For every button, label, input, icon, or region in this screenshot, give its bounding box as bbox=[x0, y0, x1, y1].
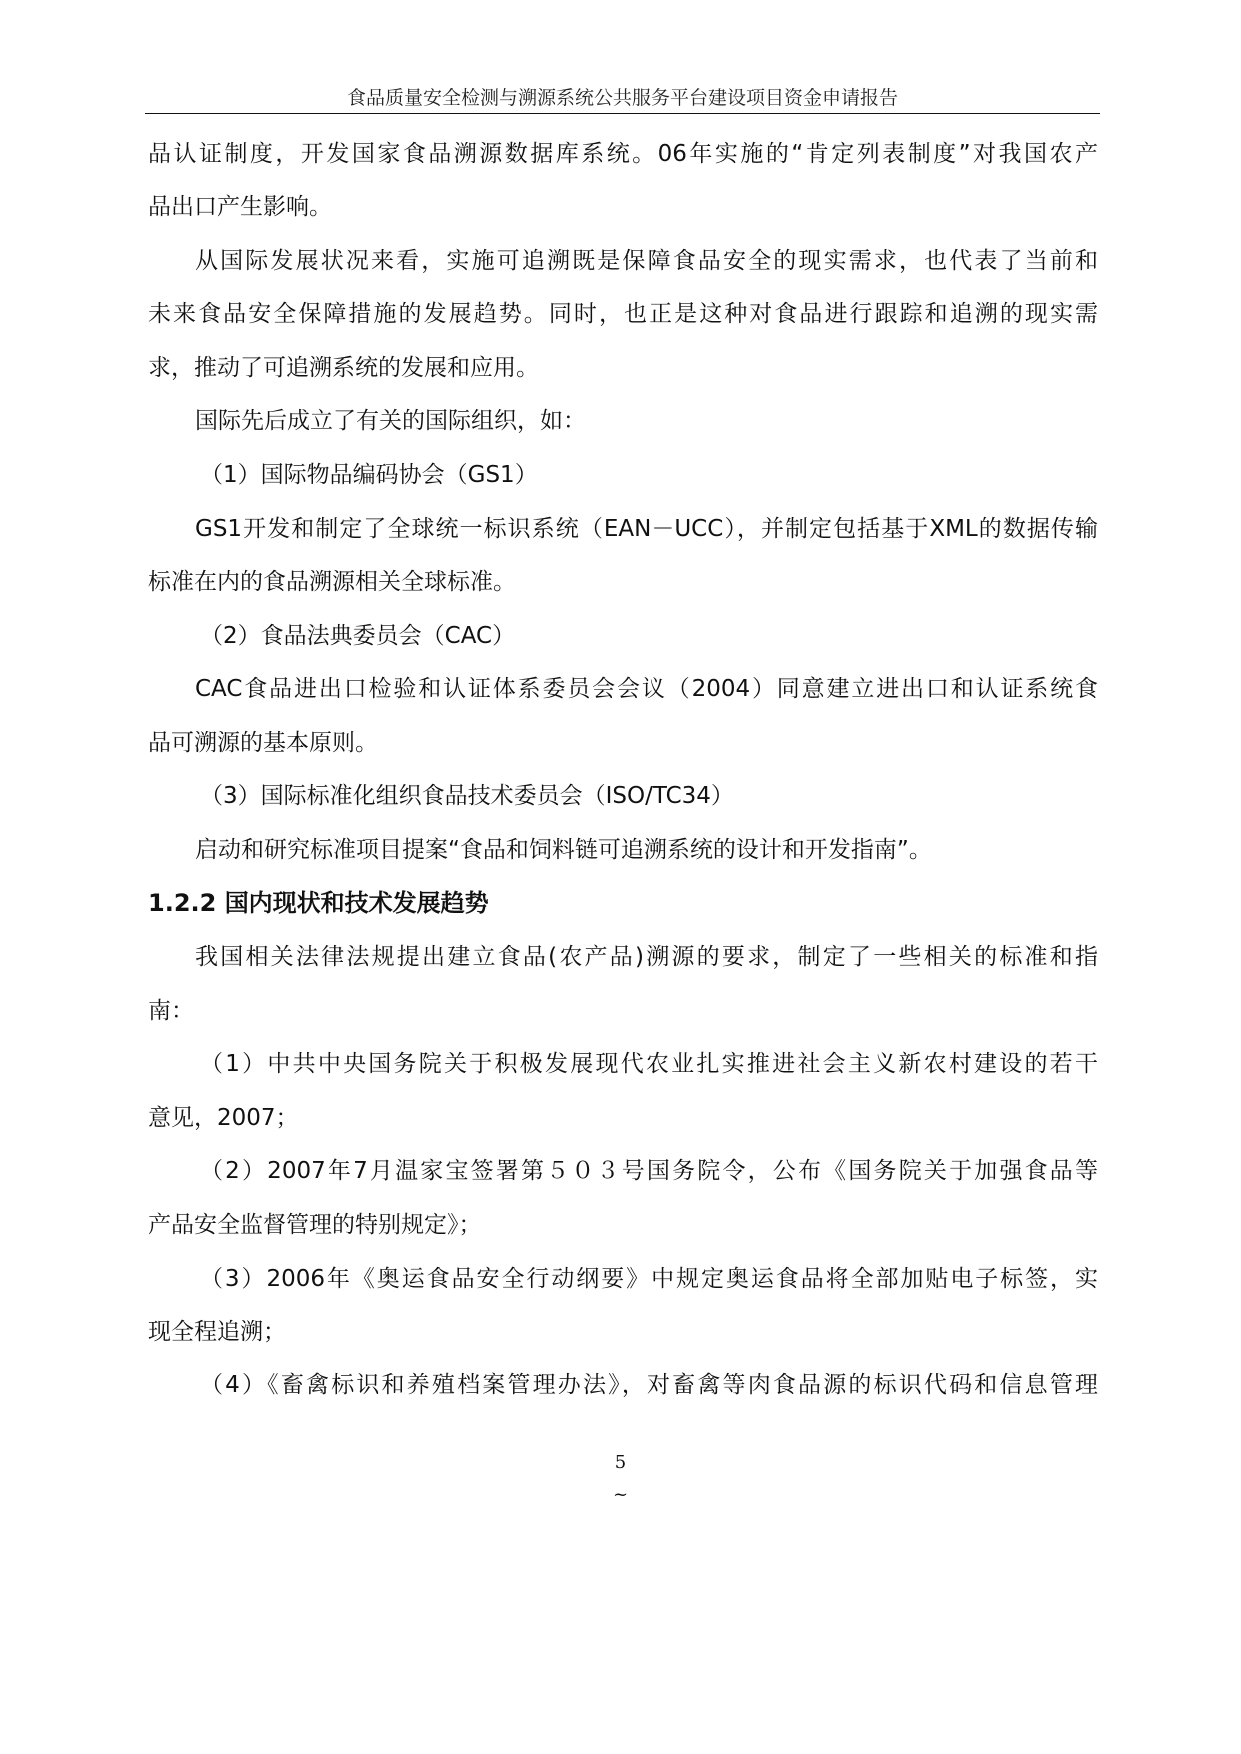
paragraph-line: CAC食品进出口检验和认证体系委员会会议（2004）同意建立进出口和认证系统食 bbox=[195, 676, 1098, 702]
header-rule bbox=[145, 113, 1100, 114]
paragraph-line: 求，推动了可追溯系统的发展和应用。 bbox=[148, 355, 539, 381]
paragraph-line: 从国际发展状况来看，实施可追溯既是保障食品安全的现实需求，也代表了当前和 bbox=[195, 248, 1098, 274]
list-item-line: 现全程追溯； bbox=[148, 1319, 286, 1345]
list-item-heading: （1）国际物品编码协会（GS1） bbox=[200, 462, 538, 488]
paragraph-line: 我国相关法律法规提出建立食品(农产品)溯源的要求，制定了一些相关的标准和指 bbox=[195, 944, 1098, 970]
list-item-line: （4）《畜禽标识和养殖档案管理办法》，对畜禽等肉食品源的标识代码和信息管理 bbox=[200, 1372, 1098, 1398]
paragraph-line: 品可溯源的基本原则。 bbox=[148, 730, 378, 756]
page-number: 5 bbox=[614, 1452, 627, 1473]
paragraph-line: 国际先后成立了有关的国际组织，如： bbox=[195, 408, 586, 434]
list-item-line: 意见，2007； bbox=[148, 1105, 299, 1131]
paragraph-line: 品认证制度，开发国家食品溯源数据库系统。06年实施的“肯定列表制度”对我国农产 bbox=[148, 141, 1098, 167]
section-heading: 1.2.2 国内现状和技术发展趋势 bbox=[148, 889, 489, 917]
list-item-heading: （2）食品法典委员会（CAC） bbox=[200, 623, 516, 649]
footer-tilde: ~ bbox=[612, 1484, 629, 1505]
list-item-line: （3）2006年《奥运食品安全行动纲要》中规定奥运食品将全部加贴电子标签，实 bbox=[200, 1266, 1098, 1292]
list-item-line: （2）2007年7月温家宝签署第５０３号国务院令，公布《国务院关于加强食品等 bbox=[200, 1158, 1098, 1184]
paragraph-line: GS1开发和制定了全球统一标识系统（EAN－UCC），并制定包括基于XML的数据传输 bbox=[195, 516, 1098, 542]
list-item-line: （1）中共中央国务院关于积极发展现代农业扎实推进社会主义新农村建设的若干 bbox=[200, 1051, 1098, 1077]
paragraph-line: 南： bbox=[148, 998, 194, 1024]
paragraph-line: 品出口产生影响。 bbox=[148, 194, 332, 220]
running-header: 食品质量安全检测与溯源系统公共服务平台建设项目资金申请报告 bbox=[346, 87, 898, 109]
list-item-line: 产品安全监督管理的特别规定》； bbox=[148, 1212, 482, 1238]
paragraph-line: 启动和研究标准项目提案“食品和饲料链可追溯系统的设计和开发指南”。 bbox=[195, 837, 932, 863]
paragraph-line: 未来食品安全保障措施的发展趋势。同时，也正是这种对食品进行跟踪和追溯的现实需 bbox=[148, 301, 1098, 327]
list-item-heading: （3）国际标准化组织食品技术委员会（ISO/TC34） bbox=[200, 783, 734, 809]
paragraph-line: 标准在内的食品溯源相关全球标准。 bbox=[148, 569, 516, 595]
